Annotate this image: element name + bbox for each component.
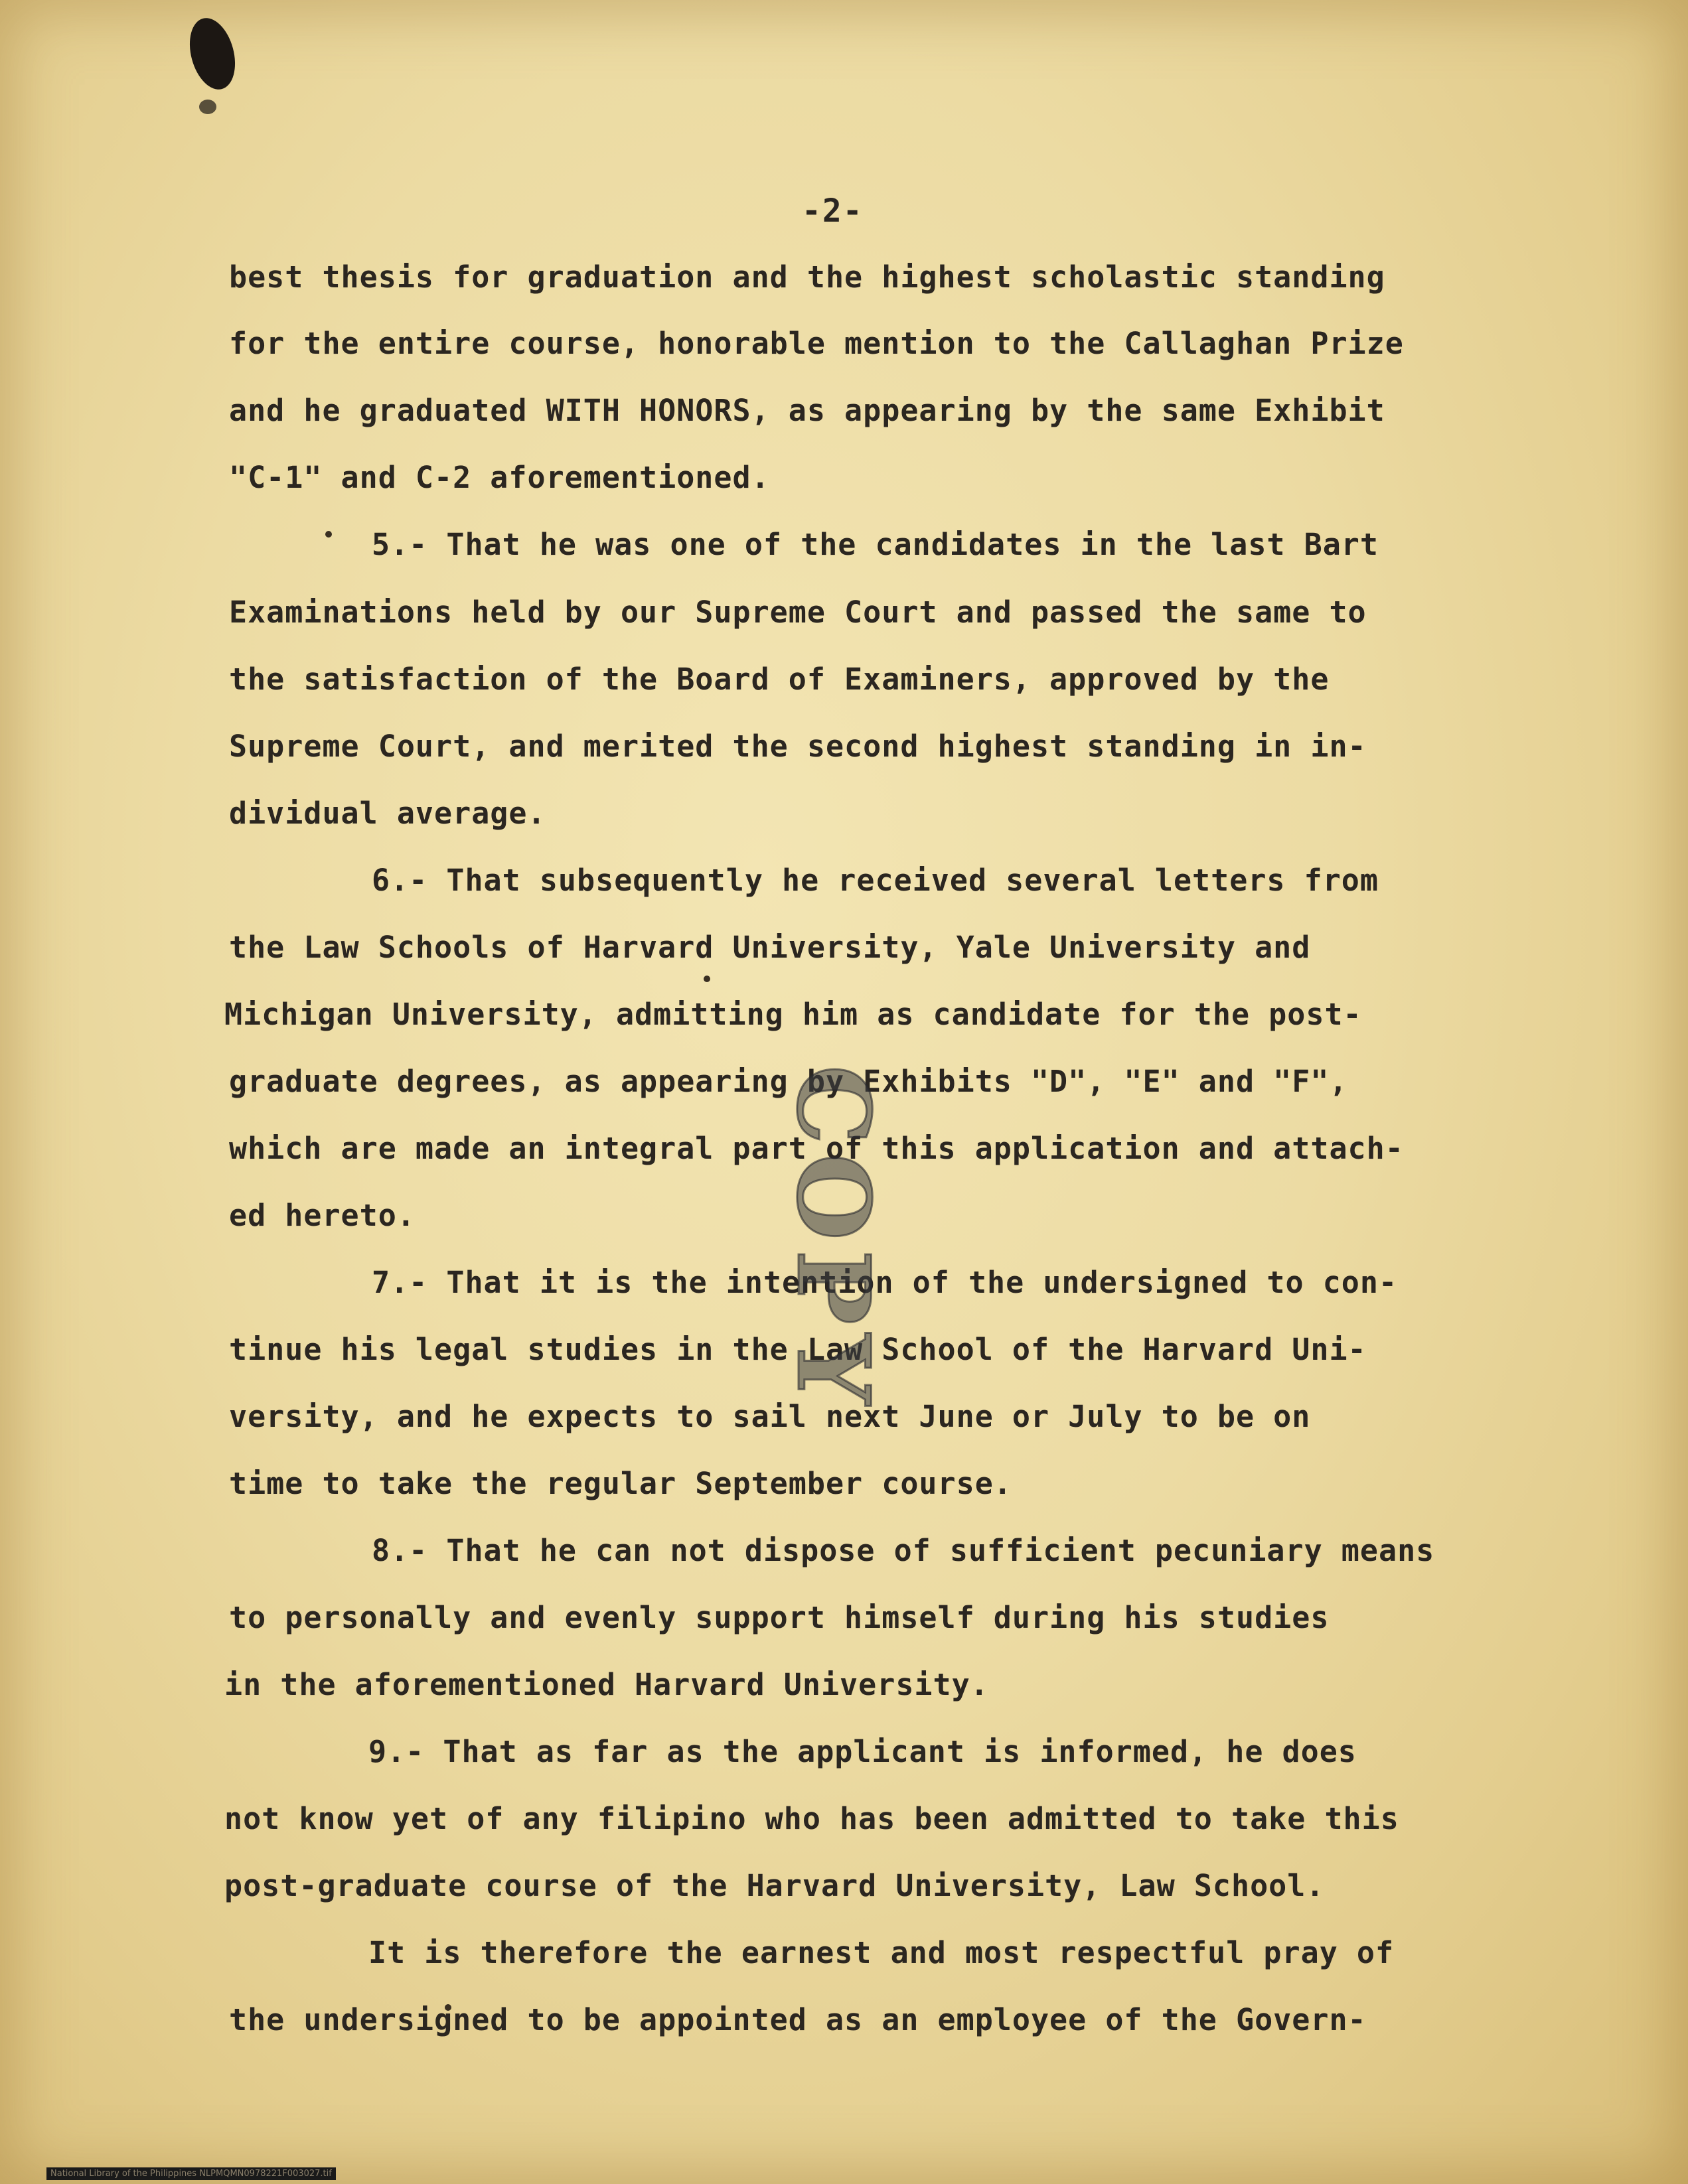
- text-line: best thesis for graduation and the highest scholastic standing: [229, 259, 1385, 295]
- copy-stamp: COPY: [775, 1065, 891, 1414]
- text-line: tinue his legal studies in the Law School of the Harvard Uni-: [229, 1332, 1367, 1367]
- text-line: dividual average.: [229, 796, 546, 831]
- text-line: ed hereto.: [229, 1198, 416, 1233]
- text-line: the satisfaction of the Board of Examiners, approved by the: [229, 662, 1330, 697]
- text-line: Examinations held by our Supreme Court and passed the same to: [229, 595, 1367, 630]
- closing-paragraph-first-line: It is therefore the earnest and most respectful pray of: [368, 1935, 1395, 1970]
- text-line: Supreme Court, and merited the second highest standing in in-: [229, 729, 1367, 764]
- text-line: not know yet of any filipino who has been admitted to take this: [224, 1801, 1399, 1836]
- ink-speck: [325, 531, 332, 538]
- text-line: post-graduate course of the Harvard University, Law School.: [224, 1868, 1325, 1903]
- text-line: time to take the regular September course.: [229, 1466, 1012, 1501]
- paragraph-8-first-line: 8.- That he can not dispose of sufficient pecuniary means: [372, 1533, 1435, 1568]
- text-line: versity, and he expects to sail next June or July to be on: [229, 1399, 1311, 1434]
- ink-speck: [704, 976, 710, 982]
- ink-stain-small: [199, 100, 216, 114]
- text-line: to personally and evenly support himself during his studies: [229, 1600, 1330, 1635]
- text-line: which are made an integral part of this application and attach-: [229, 1131, 1404, 1166]
- text-line: the undersigned to be appointed as an employee of the Govern-: [229, 2002, 1367, 2037]
- ink-stain: [183, 13, 242, 95]
- text-line: "C-1" and C-2 aforementioned.: [229, 460, 770, 495]
- text-line: graduate degrees, as appearing by Exhibits "D", "E" and "F",: [229, 1064, 1348, 1099]
- paragraph-7-first-line: 7.- That it is the intention of the undersigned to con-: [372, 1265, 1398, 1300]
- text-line: for the entire course, honorable mention to the Callaghan Prize: [229, 326, 1404, 361]
- text-line: in the aforementioned Harvard University.: [224, 1667, 989, 1702]
- text-line: and he graduated WITH HONORS, as appearing by the same Exhibit: [229, 393, 1385, 428]
- text-line: Michigan University, admitting him as candidate for the post-: [224, 997, 1362, 1032]
- paragraph-5-first-line: 5.- That he was one of the candidates in the last Bart: [372, 527, 1379, 562]
- archive-footer-label: National Library of the Philippines NLPMQMN0978221F003027.tif: [46, 2167, 336, 2180]
- page-number: -2-: [802, 192, 864, 230]
- paragraph-9-first-line: 9.- That as far as the applicant is informed, he does: [368, 1734, 1357, 1769]
- paragraph-6-first-line: 6.- That subsequently he received several letters from: [372, 863, 1379, 898]
- text-line: the Law Schools of Harvard University, Yale University and: [229, 930, 1311, 965]
